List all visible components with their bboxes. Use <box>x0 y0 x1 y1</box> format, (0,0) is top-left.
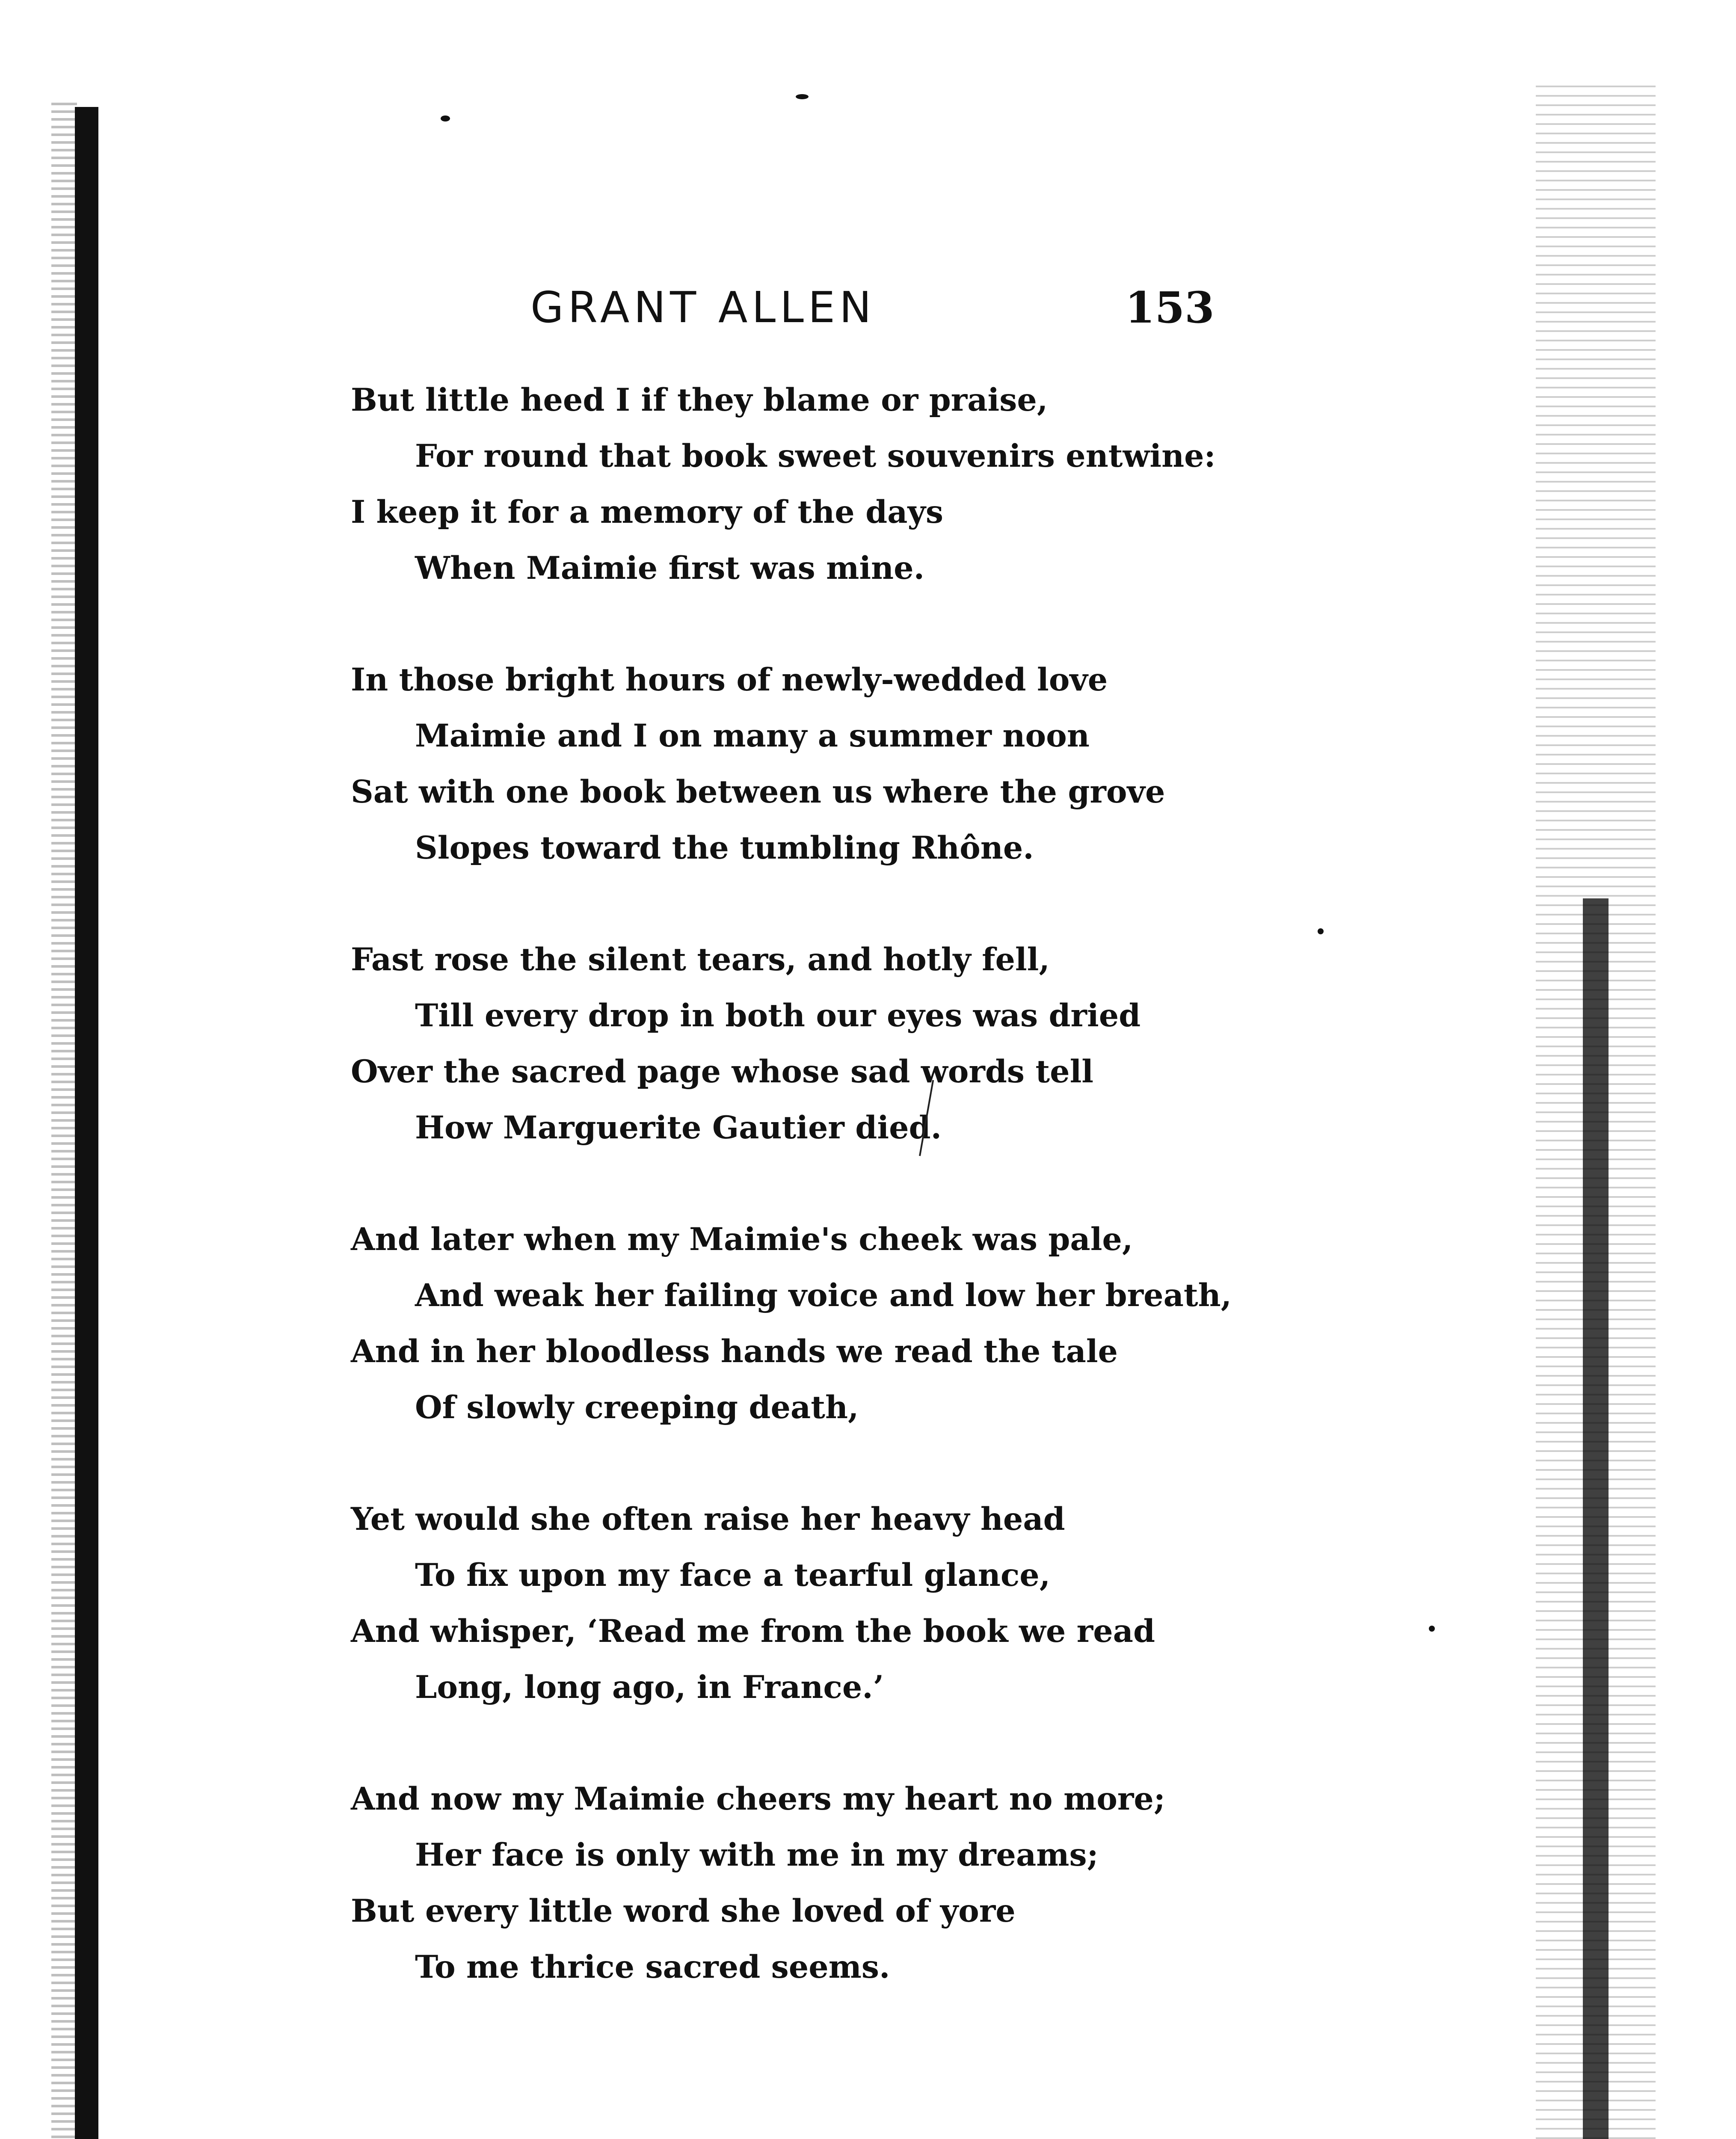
poem-line: For round that book sweet souvenirs entwine: <box>415 438 1216 474</box>
poem-line: Till every drop in both our eyes was dried <box>415 997 1141 1034</box>
poem-line: How Marguerite Gautier died. <box>415 1109 942 1146</box>
poem-line: And later when my Maimie's cheek was pale, <box>351 1221 1133 1258</box>
poem-line: Slopes toward the tumbling Rhône. <box>415 830 1034 866</box>
poem-line: To me thrice sacred seems. <box>415 1949 890 1985</box>
poem <box>351 372 1549 2051</box>
poem-line: Yet would she often raise her heavy head <box>351 1501 1065 1538</box>
poem-line: Maimie and I on many a summer noon <box>415 717 1090 754</box>
poem-line: And in her bloodless hands we read the tale <box>351 1333 1118 1370</box>
scan-speck <box>1429 1626 1435 1632</box>
book-binding-edge <box>75 107 98 2139</box>
binding-shadow <box>51 103 77 2139</box>
scan-speck <box>441 116 450 121</box>
poem-stanza <box>351 1491 1549 1715</box>
poem-line: Of slowly creeping death, <box>415 1389 859 1426</box>
poem-stanza <box>351 1212 1549 1436</box>
scan-speck <box>796 94 809 99</box>
page-number: 153 <box>1125 282 1215 333</box>
poem-line: And weak her failing voice and low her breath, <box>415 1277 1232 1314</box>
poem-line: Her face is only with me in my dreams; <box>415 1837 1099 1873</box>
poem-stanza <box>351 652 1549 876</box>
right-page-edge-dark <box>1583 898 1609 2139</box>
poem-line: But every little word she loved of yore <box>351 1893 1016 1929</box>
scan-speck <box>75 385 81 394</box>
poem-line: Fast rose the silent tears, and hotly fell, <box>351 941 1050 978</box>
poem-line: Over the sacred page whose sad words tell <box>351 1053 1094 1090</box>
poem-stanza <box>351 1771 1549 1995</box>
running-title: GRANT ALLEN <box>530 282 876 332</box>
poem-line: To fix upon my face a tearful glance, <box>415 1557 1051 1594</box>
poem-line: But little heed I if they blame or praise, <box>351 382 1048 418</box>
scan-speck <box>1318 928 1324 934</box>
poem-line: In those bright hours of newly-wedded love <box>351 661 1108 698</box>
poem-line: And now my Maimie cheers my heart no more; <box>351 1781 1165 1817</box>
poem-line: And whisper, ‘Read me from the book we read <box>351 1613 1155 1650</box>
poem-line: Sat with one book between us where the grove <box>351 773 1165 810</box>
poem-line: When Maimie first was mine. <box>415 550 924 587</box>
poem-stanza <box>351 372 1549 596</box>
poem-line: I keep it for a memory of the days <box>351 494 943 530</box>
poem-line: Long, long ago, in France.’ <box>415 1669 884 1706</box>
poem-stanza <box>351 932 1549 1156</box>
